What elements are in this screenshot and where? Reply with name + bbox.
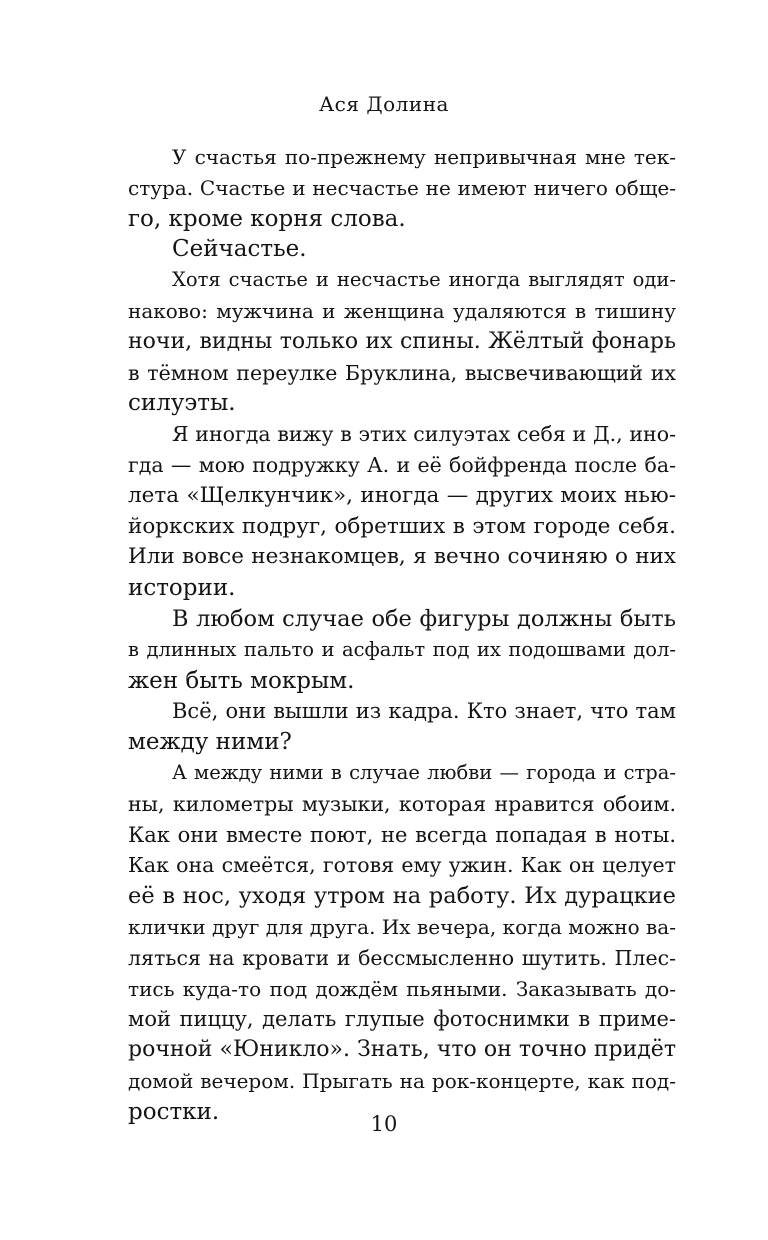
text-line: наково: мужчина и женщина удаляются в тишину (128, 298, 676, 323)
text-line: клички друг для друга. Их вечера, когда можно ва- (128, 914, 676, 939)
text-line: её в нос, уходя утром на работу. Их дурацкие (128, 883, 676, 910)
page-number: 10 (370, 1112, 398, 1136)
text-line: между ними? (128, 729, 292, 756)
text-line: Или вовсе незнакомцев, я вечно сочиняю о них (128, 544, 676, 570)
text-line: тись куда-то под дождём пьяными. Заказывать до- (128, 976, 676, 1001)
text-line: ростки. (128, 1098, 220, 1125)
text-line: лета «Щелкунчик», иногда — других моих нью- (128, 482, 676, 508)
text-line: У счастья по-прежнему непривычная мне тек- (172, 145, 676, 169)
body-text (128, 142, 676, 1128)
text-line: мой пиццу, делать глупые фотоснимки в приме- (128, 1007, 676, 1032)
text-line: стура. Счастье и несчастье не имеют ничего обще- (128, 175, 676, 200)
text-line: рочной «Юникло». Знать, что он точно придёт (128, 1037, 676, 1063)
text-line: ны, километры музыки, которая нравится обоим. (128, 791, 676, 816)
text-line: ляться на кровати и бессмысленно шутить. Плес- (128, 945, 676, 970)
text-line: А между ними в случае любви — города и стра- (172, 760, 676, 784)
running-head: Ася Долина (319, 92, 449, 116)
text-line: В любом случае обе фигуры должны быть (172, 605, 676, 632)
text-line: Я иногда вижу в этих силуэтах себя и Д., ино- (172, 422, 676, 447)
text-line: в тёмном переулке Бруклина, высвечивающий их (128, 360, 676, 385)
text-line: гда — мою подружку А. и её бойфренда после ба- (128, 452, 676, 477)
text-line: го, кроме корня слова. (128, 205, 406, 232)
text-line: жен быть мокрым. (128, 667, 355, 694)
text-line: Как она смеётся, готовя ему ужин. Как он целует (128, 853, 676, 878)
text-line: Как они вместе поют, не всегда попадая в ноты. (128, 822, 676, 847)
text-line: силуэты. (128, 390, 236, 417)
text-line: истории. (128, 575, 236, 602)
text-line: в длинных пальто и асфальт под их подошвами дол- (128, 637, 676, 661)
text-line: домой вечером. Прыгать на рок-концерте, как под- (128, 1068, 676, 1093)
text-line: Всё, они вышли из кадра. Кто знает, что там (172, 699, 676, 724)
text-line: ночи, видны только их спины. Жёлтый фонарь (128, 328, 676, 354)
text-line: Хотя счастье и несчастье иногда выглядят оди- (172, 268, 676, 292)
text-line: Сейчастье. (172, 236, 307, 263)
text-line: йоркских подруг, обретших в этом городе себя. (128, 513, 676, 539)
